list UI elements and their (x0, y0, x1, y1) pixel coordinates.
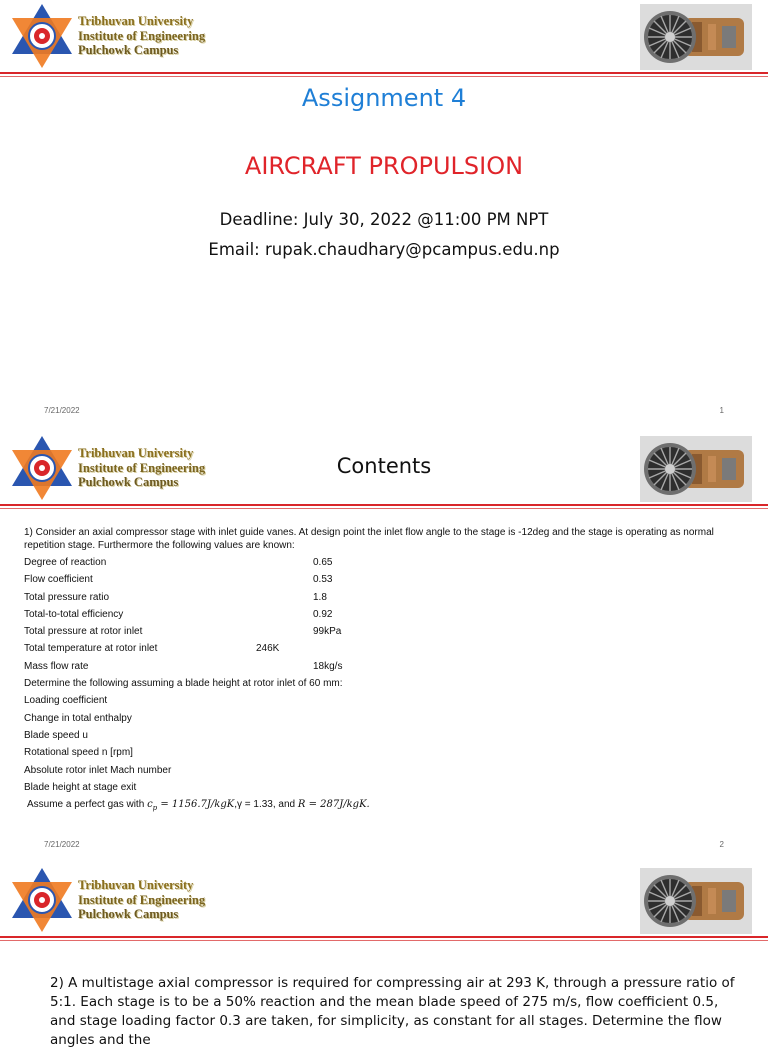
gas-prefix: Assume a perfect gas with (27, 799, 148, 811)
header-rule (0, 504, 768, 506)
university-line-2: Institute of Engineering (78, 460, 206, 475)
contents-title: Contents (336, 454, 432, 478)
known-value-label: Flow coefficient (24, 574, 93, 586)
header-rule-thin (0, 508, 768, 509)
university-line-1: Tribhuvan University (78, 14, 194, 28)
gas-gamma: ,γ = 1.33, and (234, 799, 298, 811)
university-line-2: Institute of Engineering (78, 28, 206, 43)
jet-engine-image-icon (640, 4, 752, 70)
known-value-row (24, 640, 748, 657)
known-value-label: Total pressure ratio (24, 591, 110, 603)
slide-2 (0, 432, 768, 864)
known-value-row (24, 554, 748, 571)
page-number: 2 (719, 840, 724, 849)
email-text: Email: rupak.chaudhary@pcampus.edu.np (208, 240, 560, 259)
unknown-item: Change in total enthalpy (24, 712, 132, 724)
problem-1 (24, 526, 748, 813)
gas-r: R = 287J/kgK. (297, 799, 370, 811)
unknown-item: Loading coefficient (24, 695, 108, 707)
university-line-1: Tribhuvan University (78, 446, 194, 460)
university-name (78, 14, 205, 58)
university-name (78, 878, 205, 922)
known-value: 246K (256, 643, 280, 655)
gas-assumption (24, 796, 748, 813)
ioe-logo-icon (10, 2, 74, 70)
ioe-logo-icon (10, 866, 74, 934)
footer-date: 7/21/2022 (44, 406, 80, 415)
unknown-item: Blade height at stage exit (24, 781, 137, 793)
slide-1 (0, 0, 768, 432)
header-rule (0, 936, 768, 938)
university-line-1: Tribhuvan University (78, 878, 194, 892)
known-value-row (24, 571, 748, 588)
known-value: 99kPa (313, 626, 342, 638)
assignment-title: Assignment 4 (301, 84, 467, 112)
university-line-2: Institute of Engineering (78, 892, 206, 907)
determine-text: Determine the following assuming a blade height at rotor inlet of 60 mm: (24, 678, 343, 690)
known-value-row (24, 606, 748, 623)
known-value-row (24, 658, 748, 675)
header-rule-thin (0, 76, 768, 77)
unknown-item: Rotational speed n [rpm] (24, 747, 133, 759)
known-value: 0.53 (313, 574, 333, 586)
known-value-label: Degree of reaction (24, 557, 107, 568)
university-line-3: Pulchowk Campus (78, 907, 179, 921)
unknown-item: Absolute rotor inlet Mach number (24, 764, 172, 776)
known-value-row (24, 623, 748, 640)
known-value: 0.65 (313, 557, 333, 568)
jet-engine-image-icon (640, 868, 752, 934)
footer-date: 7/21/2022 (44, 840, 80, 849)
gas-cp-symbol: c (147, 799, 153, 811)
known-value: 1.8 (313, 591, 327, 603)
problem-2-text: 2) A multistage axial compressor is required for compressing air at 293 K, through a pressure ratio of 5:1. Each stage is to be a 50% reaction and the mean blade speed of 275 m/s, flow coefficient 0.5, and stage loading factor 0.3 are taken, for simplicity, as constant for all stages. Determine the flow angles and the (50, 975, 735, 1048)
page-number: 1 (719, 406, 724, 415)
deadline-text: Deadline: July 30, 2022 @11:00 PM NPT (219, 210, 549, 229)
known-value-label: Total temperature at rotor inlet (24, 643, 158, 655)
known-value: 18kg/s (313, 660, 343, 672)
known-value-row (24, 589, 748, 606)
known-value-label: Total pressure at rotor inlet (24, 626, 143, 638)
gas-cp-value: = 1156.7J/kgK (157, 799, 235, 811)
header-rule (0, 72, 768, 74)
slide-3 (0, 864, 768, 1048)
unknown-item: Blade speed u (24, 729, 88, 741)
known-value: 0.92 (313, 608, 333, 620)
university-line-3: Pulchowk Campus (78, 475, 179, 489)
known-value-label: Mass flow rate (24, 660, 89, 672)
header-rule-thin (0, 940, 768, 941)
problem-1-intro: 1) Consider an axial compressor stage with inlet guide vanes. At design point the inlet flow angle to the stage is -12deg and the stage is operating as normal repetition stage. Furthermore the following values are known: (24, 527, 714, 551)
known-value-label: Total-to-total efficiency (24, 608, 124, 620)
course-title: AIRCRAFT PROPULSION (244, 152, 524, 180)
gas-cp-subscript: p (152, 804, 158, 813)
university-line-3: Pulchowk Campus (78, 43, 179, 57)
